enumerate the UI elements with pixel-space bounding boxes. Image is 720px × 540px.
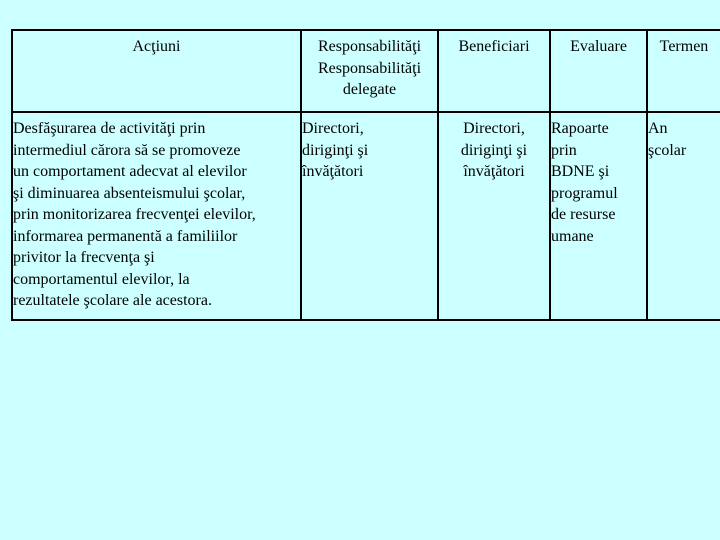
- cell-evaluare: Rapoarte prin BDNE şi programul de resurse umane: [550, 112, 647, 320]
- header-termen: Termen: [647, 30, 720, 112]
- header-evaluare: Evaluare: [550, 30, 647, 112]
- cell-beneficiari: Directori, diriginţi şi învăţători: [438, 112, 550, 320]
- cell-termen: An şcolar: [647, 112, 720, 320]
- header-beneficiari: Beneficiari: [438, 30, 550, 112]
- cell-responsabilitati: Directori, diriginţi şi învăţători: [301, 112, 438, 320]
- action-plan-table: [11, 29, 720, 321]
- header-actiuni: Acţiuni: [12, 30, 301, 112]
- table-header-row: [12, 30, 720, 112]
- table-row: [12, 112, 720, 320]
- cell-actiuni: Desfăşurarea de activităţi prin intermediul cărora să se promoveze un comportament adecvat al elevilor şi diminuarea absenteismului şcolar, prin monitorizarea frecvenţei elevilor, informarea permanentă a familiilor privitor la frecvenţa şi comportamentul elevilor, la rezultatele şcolare ale acestora.: [12, 112, 301, 320]
- header-responsabilitati: Responsabilităţi Responsabilităţi delegate: [301, 30, 438, 112]
